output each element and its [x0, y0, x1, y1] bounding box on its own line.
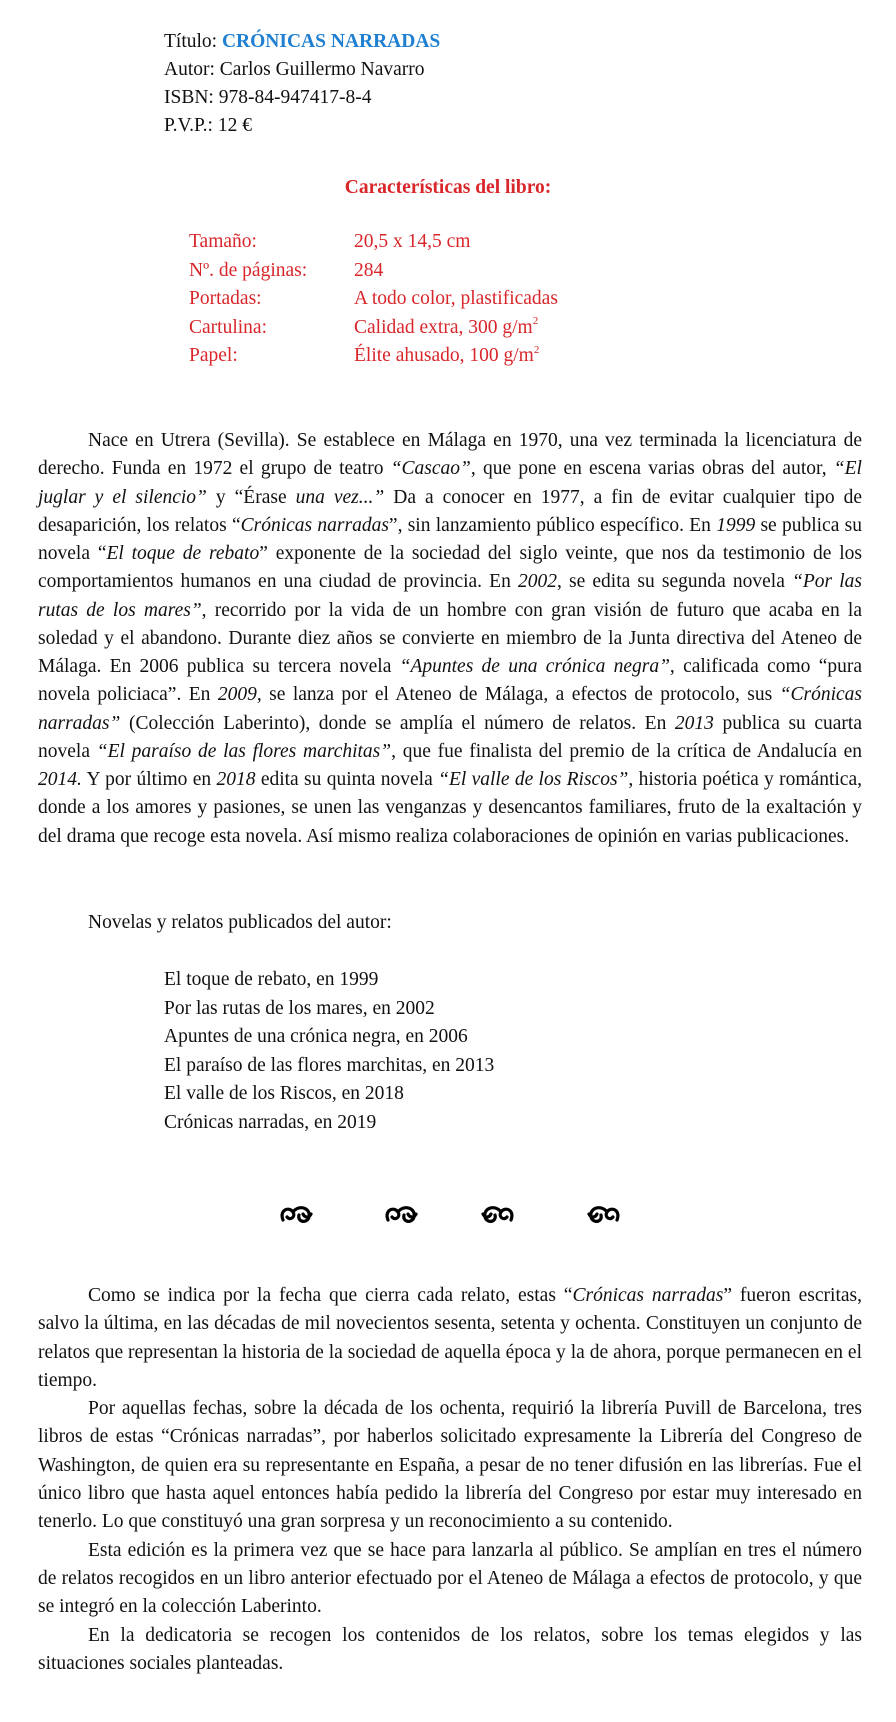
author-line — [164, 56, 440, 84]
closing-section — [38, 1282, 862, 1678]
author-biography — [38, 427, 862, 851]
text-run: ”, sin lanzamiento público específico. En — [388, 514, 717, 536]
text-run: se publica su novela “ — [38, 514, 862, 564]
spec-label: Nº. de páginas: — [189, 259, 308, 281]
text-run: , recorrido por la vida de un hombre con gran visión de futuro que acaba en la soledad y el abandono. Durante diez años se convierte en miembro de la Junta directiva del Ateneo de Málaga. En 2006 publica su tercera novela — [38, 599, 862, 677]
book-title: CRÓNICAS NARRADAS — [221, 31, 441, 52]
price-line — [164, 112, 440, 140]
features-heading: Características del libro: — [344, 177, 552, 198]
spec-row — [189, 228, 558, 257]
text-run: Da a conocer en 1977, a fin de evitar cualquier tipo de desaparición, los relatos “ — [38, 486, 863, 536]
closing-paragraph — [38, 1282, 862, 1395]
text-run: (Colección Laberinto), donde se amplía el número de relatos. En — [120, 712, 675, 734]
text-run: y “Érase — [206, 486, 296, 508]
novel-item: Por las rutas de los mares, en 2002 — [164, 997, 435, 1019]
ornament-left-icon — [382, 1200, 422, 1228]
text-run: publica su cuarta novela — [38, 712, 862, 762]
text-run: , que fue finalista del premio de la crítica de Andalucía en — [391, 740, 863, 762]
italic-text: 2014. — [38, 769, 82, 790]
novel-item: El paraíso de las flores marchitas, en 2013 — [164, 1054, 495, 1076]
novel-item: El valle de los Riscos, en 2018 — [164, 1083, 404, 1105]
author-label: Autor: — [164, 59, 215, 80]
italic-text: 2013 — [674, 712, 714, 734]
book-metadata — [164, 28, 440, 140]
novels-intro: Novelas y relatos publicados del autor: — [88, 912, 392, 933]
italic-text: “Cascao” — [390, 458, 471, 480]
italic-text: “Por las rutas de los mares” — [38, 571, 862, 621]
spec-label: Cartulina: — [189, 316, 267, 338]
author-name: Carlos Guillermo Navarro — [219, 59, 425, 80]
isbn-value: 978-84-947417-8-4 — [218, 87, 372, 108]
closing-paragraph: Por aquellas fechas, sobre la década de los ochenta, requirió la librería Puvill de Barcelona, tres libros de estas “Crónicas narradas”, por haberlos solicitado expresamente la Librería del Congreso de Washington, de quien era su representante en España, a pesar de no tener difusión en las librerías. Fue el único libro que hasta aquel entonces había pedido la librería del Congreso por estar muy interesado en tenerlo. Lo que constituyó una gran sorpresa y un reconocimiento a su contenido. — [38, 1398, 862, 1533]
italic-text: 2018 — [216, 769, 256, 790]
ornament-right-icon — [477, 1200, 517, 1228]
novels-list — [164, 966, 494, 1138]
spec-value: A todo color, plastificadas — [354, 288, 558, 310]
text-run: , se lanza por el Ateneo de Málaga, a efectos de protocolo, sus — [256, 684, 780, 706]
spec-value: Calidad extra, 300 $g/m^2$ — [354, 315, 539, 338]
spec-row — [189, 342, 558, 371]
text-run: Nace en Utrera (Sevilla). Se establece en Málaga en 1970, una vez terminada la licenciatura de derecho. Funda en 1972 el grupo de teatro — [38, 430, 862, 480]
text-run: , que pone en escena varias obras del autor, — [470, 458, 834, 480]
ornament-divider — [0, 1200, 896, 1230]
spec-row — [189, 285, 558, 314]
italic-text: una vez...” — [295, 486, 385, 508]
ornament-left-icon — [277, 1200, 317, 1228]
text-run: edita su quinta novela — [255, 769, 439, 790]
spec-row — [189, 314, 558, 343]
spec-label: Tamaño: — [189, 231, 257, 252]
closing-paragraph: En la dedicatoria se recogen los contenidos de los relatos, sobre los temas elegidos y las situaciones sociales planteadas. — [38, 1624, 862, 1674]
spec-label: Portadas: — [189, 288, 262, 310]
novel-item: El toque de rebato, en 1999 — [164, 969, 379, 990]
text-run: ” fueron escritas, salvo la última, en las décadas de mil novecientos sesenta, setenta y ochenta. Constituyen un conjunto de relatos que representan la historia de la sociedad de aquella época y la de ahora, porque permanecen en el tiempo. — [38, 1285, 862, 1391]
text-run: ” exponente de la sociedad del siglo veinte, que nos da testimonio de los comportamientos humanos en una ciudad de provincia. En — [38, 543, 862, 593]
spec-row — [189, 257, 558, 286]
text-run: , historia poética y romántica, donde a los amores y pasiones, se unen las venganzas y desencantos familiares, fruto de la exaltación y del drama que recoge esta novela. Así mismo realiza colaboraciones de opinión en varias publicaciones. — [38, 769, 862, 847]
text-run: Como se indica por la fecha que cierra cada relato, estas “ — [88, 1285, 573, 1306]
text-run: , se edita su segunda novela — [556, 571, 793, 593]
italic-text: “El valle de los Riscos” — [438, 769, 629, 790]
italic-text: “El juglar y el silencio” — [38, 458, 862, 508]
spec-value: 284 — [354, 259, 384, 281]
italic-text: “El paraíso de las flores marchitas” — [96, 740, 392, 762]
italic-text: “Apuntes de una crónica negra” — [399, 656, 670, 677]
novel-item: Apuntes de una crónica negra, en 2006 — [164, 1026, 468, 1048]
ornament-right-icon — [583, 1200, 623, 1228]
italic-text: El toque de rebato — [106, 543, 260, 564]
price-value: 12 € — [217, 115, 252, 136]
novel-item: Crónicas narradas, en 2019 — [164, 1111, 377, 1133]
biography-paragraph — [38, 427, 862, 851]
title-line — [164, 28, 440, 56]
italic-text: 1999 — [716, 514, 756, 536]
price-label: P.V.P.: — [164, 115, 213, 136]
features-table — [189, 228, 558, 371]
spec-value: Élite ahusado, 100 $g/m^2$ — [354, 343, 540, 367]
isbn-label: ISBN: — [164, 87, 214, 108]
text-run: Y por último en — [81, 769, 217, 790]
isbn-line — [164, 84, 440, 112]
italic-text: Crónicas narradas — [240, 514, 389, 536]
spec-label: Papel: — [189, 345, 238, 367]
title-label: Título: — [164, 31, 218, 52]
closing-paragraph: Esta edición es la primera vez que se hace para lanzarla al público. Se amplían en tres el número de relatos recogidos en un libro anterior efectuado por el Ateneo de Málaga a efectos de protocolo, y que se integró en la colección Laberinto. — [38, 1539, 862, 1618]
italic-text: 2009 — [217, 684, 257, 706]
italic-text: 2002 — [517, 571, 557, 593]
spec-value: 20,5 x 14,5 cm — [354, 231, 471, 252]
italic-text: “Crónicas narradas” — [38, 684, 862, 734]
italic-text: Crónicas narradas — [572, 1285, 724, 1306]
text-run: , calificada como “pura novela policiaca”. En — [38, 656, 862, 706]
